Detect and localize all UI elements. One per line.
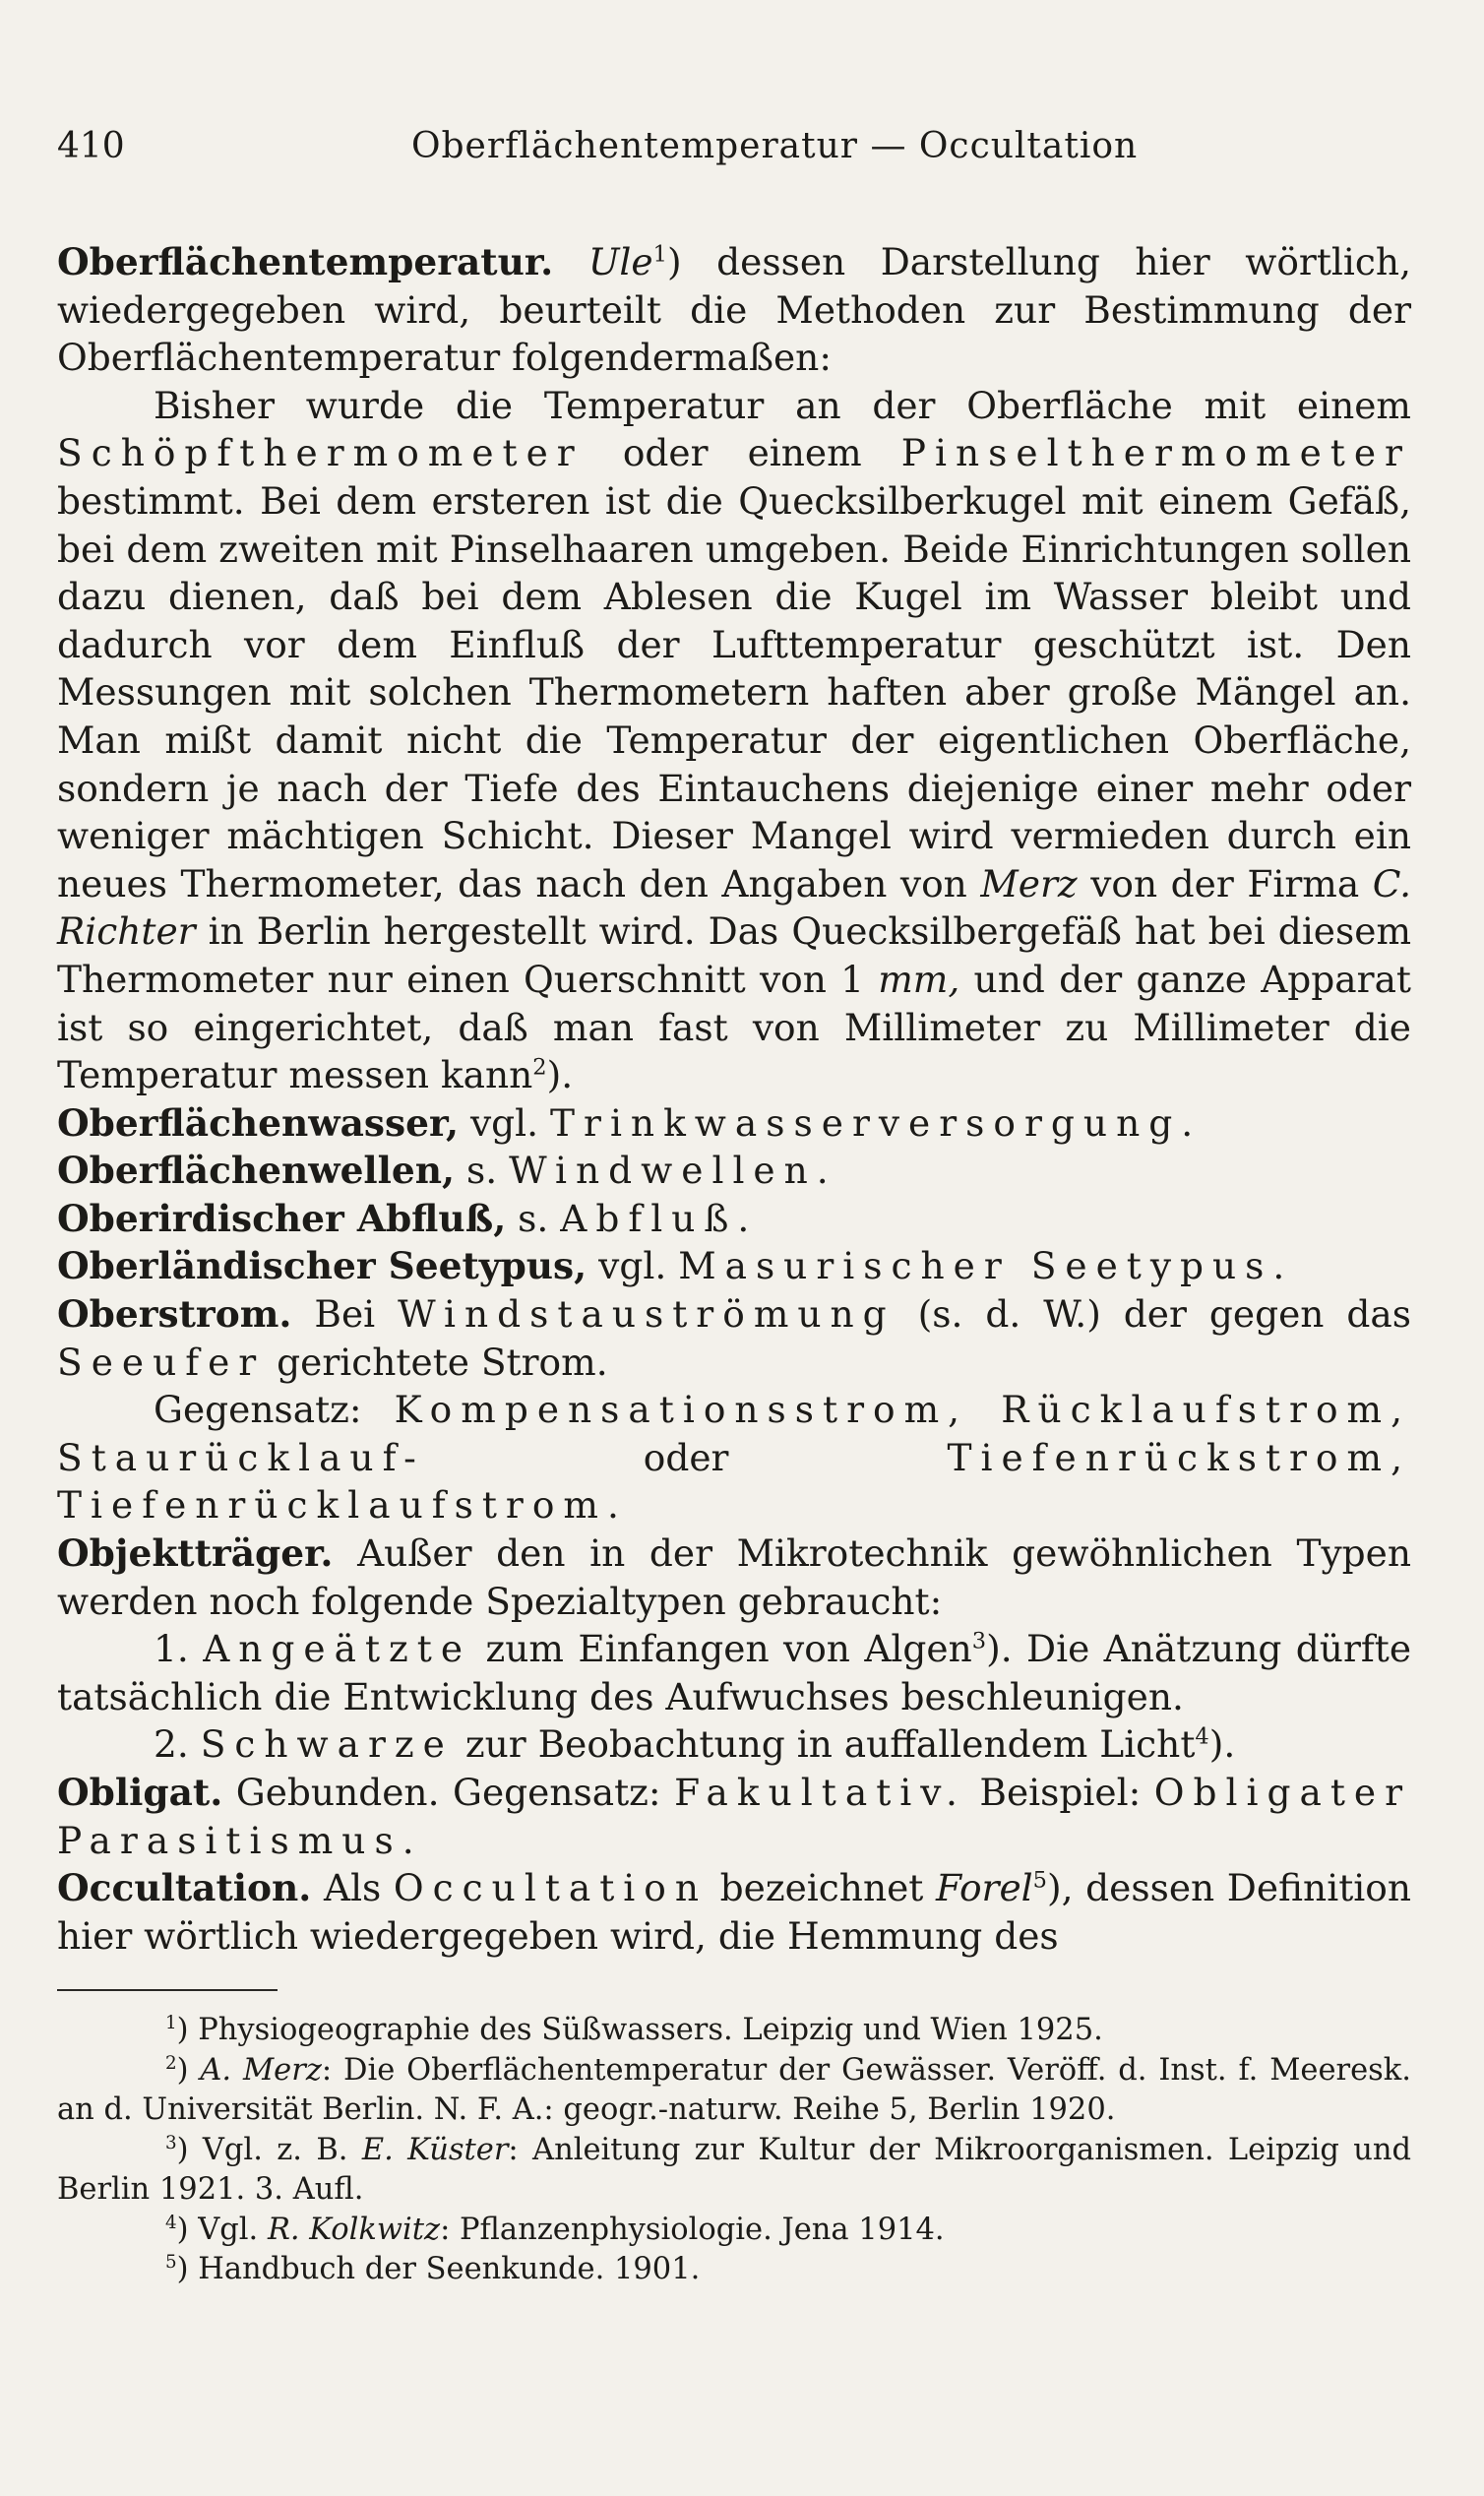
text-run: von der Firma [1090, 861, 1360, 905]
text-run: zum Einfangen von Algen [485, 1627, 972, 1671]
footnote-ref: 5 [1032, 1867, 1047, 1894]
footnote-text: ) [176, 2052, 189, 2088]
spaced-term: Staurücklauf- [57, 1435, 425, 1479]
spaced-term: Windstauströmung [398, 1292, 896, 1337]
author-name: Merz [980, 861, 1078, 905]
author-name: A. Merz [200, 2052, 322, 2088]
spaced-term: Seeufer [57, 1340, 266, 1384]
paragraph-gegensatz [57, 1386, 1411, 1529]
company-name: C. Richter [57, 861, 1412, 954]
footnote-mark: 5 [165, 2252, 177, 2274]
footnote-ref: 3 [971, 1628, 987, 1654]
entry-text: Außer den in der Mikrotechnik gewöhnlichen Typen werden noch folgende Spezialtypen gebraucht: [57, 1531, 1411, 1623]
text-run: Als [323, 1866, 382, 1910]
main-text [57, 238, 1411, 1960]
text-run: Beispiel: [979, 1771, 1142, 1814]
entry-keyword: Oberflächenwellen, [57, 1149, 456, 1193]
entry-keyword: Objektträger. [57, 1531, 334, 1576]
paragraph-quote [57, 382, 1411, 1099]
text-run: Bisher wurde die Temperatur an der Oberfläche mit einem [154, 383, 1411, 427]
text-run: vgl. [469, 1100, 539, 1145]
entry-obligat [57, 1769, 1411, 1864]
entry-oberlaendischer-seetypus [57, 1242, 1411, 1290]
footnote-ref: 1 [652, 241, 667, 268]
author-name: Forel [935, 1866, 1033, 1910]
spaced-term: Schöpfthermometer [57, 431, 584, 475]
footnote-mark: 1 [165, 2013, 177, 2034]
entry-oberflaechentemperatur [57, 238, 1411, 382]
entry-text: ) dessen Darstellung hier wörtlich, wiedergegeben wird, beurteilt die Methoden zur Bestimmung der Oberflächentemperatur folgendermaßen: [57, 240, 1411, 380]
entry-oberflaechenwasser [57, 1099, 1411, 1148]
entry-keyword: Oberländischer Seetypus, [57, 1244, 587, 1288]
text-run: oder [643, 1435, 729, 1479]
footnote-text: ) Physiogeographie des Süßwassers. Leipzig und Wien 1925. [176, 2013, 1103, 2048]
text-run: Gegensatz: [154, 1388, 362, 1432]
running-title: Oberflächentemperatur — Occultation [411, 126, 1139, 166]
entry-oberstrom [57, 1290, 1411, 1386]
footnote-text: ) Handbuch der Seenkunde. 1901. [176, 2252, 701, 2287]
spaced-term: Occultation [393, 1866, 709, 1910]
spaced-term: Obligater Parasitismus. [57, 1771, 1412, 1862]
footnotes [57, 2011, 1411, 2290]
text-run: ). [1208, 1722, 1236, 1767]
unit: mm, [878, 957, 960, 1001]
text-run: vgl. [598, 1244, 667, 1288]
footnote-text: : Anleitung zur Kultur der Mikroorganismen. Leipzig und Berlin 1921. 3. Aufl. [57, 2132, 1412, 2208]
running-head [57, 126, 1411, 195]
text-run: s. [466, 1149, 498, 1193]
text-run: (s. d. W.) der gegen das [917, 1292, 1412, 1337]
list-item [57, 1625, 1411, 1720]
text-run: Bei [314, 1292, 376, 1337]
entry-objekttraeger [57, 1529, 1411, 1625]
author-name: R. Kolkwitz [267, 2212, 441, 2247]
entry-occultation [57, 1864, 1411, 1960]
footnote-text: : Pflanzenphysiologie. Jena 1914. [440, 2212, 945, 2247]
entry-keyword: Occultation. [57, 1866, 312, 1910]
spaced-term: Pinselthermometer [900, 431, 1411, 475]
text-run: in Berlin hergestellt wird. Das Quecksilbergefäß hat bei diesem Thermometer nur einen Querschnitt von 1 [57, 909, 1411, 1001]
entry-oberirdischer-abfluss [57, 1195, 1411, 1243]
entry-keyword: Obligat. [57, 1771, 223, 1814]
text-run: s. [518, 1196, 549, 1240]
footnote-ref: 2 [532, 1054, 547, 1081]
list-number: 1. [154, 1627, 189, 1671]
text-run: gerichtete Strom. [277, 1340, 608, 1384]
cross-reference: Windwellen. [509, 1149, 837, 1193]
cross-reference: Abfluß. [560, 1196, 759, 1240]
text-run: ), dessen Definition hier wörtlich wiedergegeben wird, die Hemmung des [57, 1866, 1411, 1958]
text-run: bezeichnet [719, 1866, 924, 1910]
footnote [57, 2250, 1411, 2290]
footnote-text: : Die Oberflächentemperatur der Gewässer. Veröff. d. Inst. f. Meeresk. an d. Universität Berlin. N. F. A.: geogr.-naturw. Reihe 5, Berlin 1920. [57, 2052, 1411, 2128]
footnote-mark: 2 [165, 2052, 177, 2074]
footnote-ref: 4 [1195, 1723, 1209, 1750]
list-number: 2. [154, 1722, 189, 1767]
entry-keyword: Oberirdischer Abfluß, [57, 1196, 507, 1240]
spaced-term: Kompensationsstrom, [394, 1388, 969, 1432]
spaced-term: Tiefenrückstrom, [947, 1435, 1411, 1479]
spaced-term: Rücklaufstrom, [1001, 1388, 1412, 1432]
text-run: oder einem [622, 431, 862, 475]
text-run: zur Beobachtung in auffallendem Licht [464, 1722, 1196, 1767]
entry-keyword: Oberflächenwasser, [57, 1100, 460, 1145]
spaced-term: Tiefenrücklaufstrom. [57, 1483, 628, 1528]
entry-keyword: Oberstrom. [57, 1292, 292, 1337]
footnote [57, 2011, 1411, 2051]
text-run: Gebunden. Gegensatz: [235, 1771, 661, 1814]
text-run: und der ganze Apparat ist so eingerichtet, daß man fast von Millimeter zu Millimeter die Temperatur messen kann [57, 957, 1411, 1097]
text-run: bestimmt. Bei dem ersteren ist die Quecksilberkugel mit einem Gefäß, bei dem zweiten mit Pinselhaaren umgeben. Beide Einrichtungen sollen dazu dienen, daß bei dem Ablesen die Kugel im Wasser bleibt und dadurch vor dem Einfluß der Lufttemperatur geschützt ist. Den Messungen mit solchen Thermometern haften aber große Mängel an. Man mißt damit nicht die Temperatur der eigentlichen Oberfläche, sondern je nach der Tiefe des Eintauchens diejenige einer mehr oder weniger mächtigen Schicht. Dieser Mangel wird vermieden durch ein neues Thermometer, das nach den Angaben von [57, 478, 1411, 905]
entry-oberflaechenwellen [57, 1147, 1411, 1195]
spaced-term: Angeätzte [203, 1627, 472, 1671]
footnote-text: ) Vgl. [176, 2212, 259, 2247]
page-number: 410 [57, 126, 125, 166]
list-item [57, 1720, 1411, 1769]
footnote-divider [57, 1989, 278, 1991]
cross-reference: Masurischer Seetypus. [678, 1244, 1294, 1288]
footnote [57, 2211, 1411, 2251]
footnote [57, 2131, 1411, 2211]
author-name: E. Küster [361, 2132, 509, 2167]
spaced-term: Fakultativ. [674, 1771, 966, 1814]
spaced-term: Schwarze [200, 1722, 454, 1767]
author-name: Ule [587, 240, 653, 283]
footnote-text: ) Vgl. z. B. [176, 2132, 348, 2167]
text-run: ). [546, 1053, 574, 1097]
text-run: ). Die Anätzung dürfte tatsächlich die Entwicklung des Aufwuchses beschleunigen. [57, 1627, 1412, 1718]
cross-reference: Trinkwasserversorgung. [550, 1100, 1203, 1145]
entry-keyword: Oberflächentemperatur. [57, 240, 554, 283]
footnote-mark: 3 [165, 2132, 177, 2153]
footnote-mark: 4 [165, 2212, 177, 2233]
footnote [57, 2051, 1411, 2131]
